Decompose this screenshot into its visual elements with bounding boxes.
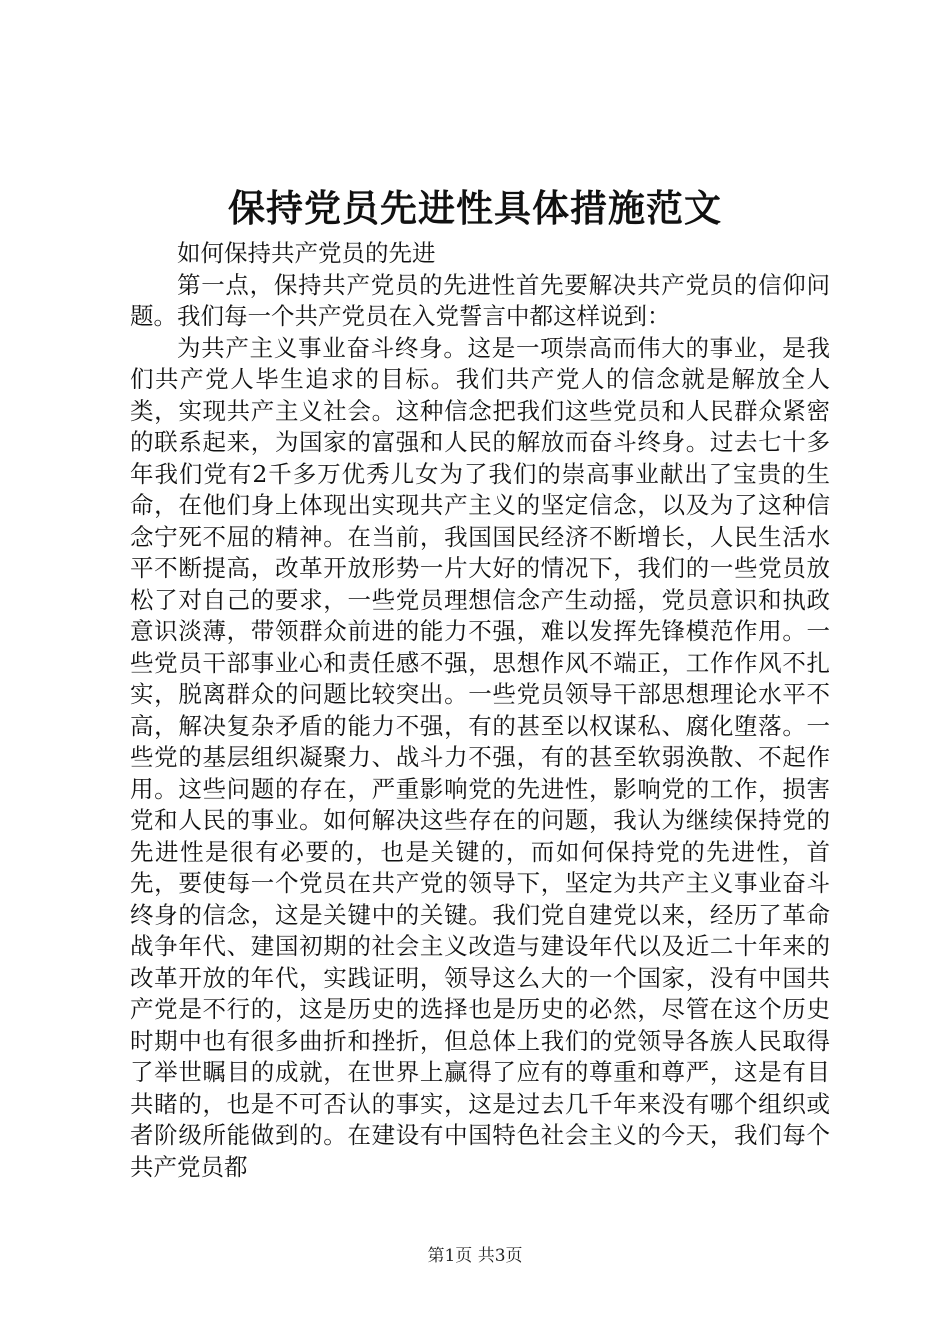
paragraph-first-point: 第一点，保持共产党员的先进性首先要解决共产党员的信仰问题。我们每一个共产党员在入党誓言中都这样说到： xyxy=(130,270,830,330)
document-title: 保持党员先进性具体措施范文 xyxy=(228,186,722,230)
paragraph-subtitle: 如何保持共产党员的先进 xyxy=(177,239,436,267)
paragraph-main: 为共产主义事业奋斗终身。这是一项崇高而伟大的事业，是我们共产党人毕生追求的目标。我们共产党人的信念就是解放全人类，实现共产主义社会。这种信念把我们这些党员和人民群众紧密的联系起来，为国家的富强和人民的解放而奋斗终身。过去七十多年我们党有2千多万优秀儿女为了我们的崇高事业献出了宝贵的生命，在他们身上体现出实现共产主义的坚定信念，以及为了这种信念宁死不屈的精神。在当前，我国国民经济不断增长，人民生活水平不断提高，改革开放形势一片大好的情况下，我们的一些党员放松了对自己的要求，一些党员理想信念产生动摇，党员意识和执政意识淡薄，带领群众前进的能力不强，难以发挥先锋模范作用。一些党员干部事业心和责任感不强，思想作风不端正，工作作风不扎实，脱离群众的问题比较突出。一些党员领导干部思想理论水平不高，解决复杂矛盾的能力不强，有的甚至以权谋私、腐化堕落。一些党的基层组织凝聚力、战斗力不强，有的甚至软弱涣散、不起作用。这些问题的存在，严重影响党的先进性，影响党的工作，损害党和人民的事业。如何解决这些存在的问题，我认为继续保持党的先进性是很有必要的，也是关键的，而如何保持党的先进性，首先，要使每一个党员在共产党的领导下，坚定为共产主义事业奋斗终身的信念，这是关键中的关键。我们党自建党以来，经历了革命战争年代、建国初期的社会主义改造与建设年代以及近二十年来的改革开放的年代，实践证明，领导这么大的一个国家，没有中国共产党是不行的，这是历史的选择也是历史的必然，尽管在这个历史时期中也有很多曲折和挫折，但总体上我们的党领导各族人民取得了举世瞩目的成就，在世界上赢得了应有的尊重和尊严，这是有目共睹的，也是不可否认的事实，这是过去几千年来没有哪个组织或者阶级所能做到的。在建设有中国特色社会主义的今天，我们每个共产党员都 xyxy=(130,333,830,1181)
document-body xyxy=(130,238,830,1183)
page-number-footer: 第1页 共3页 xyxy=(427,1246,523,1266)
